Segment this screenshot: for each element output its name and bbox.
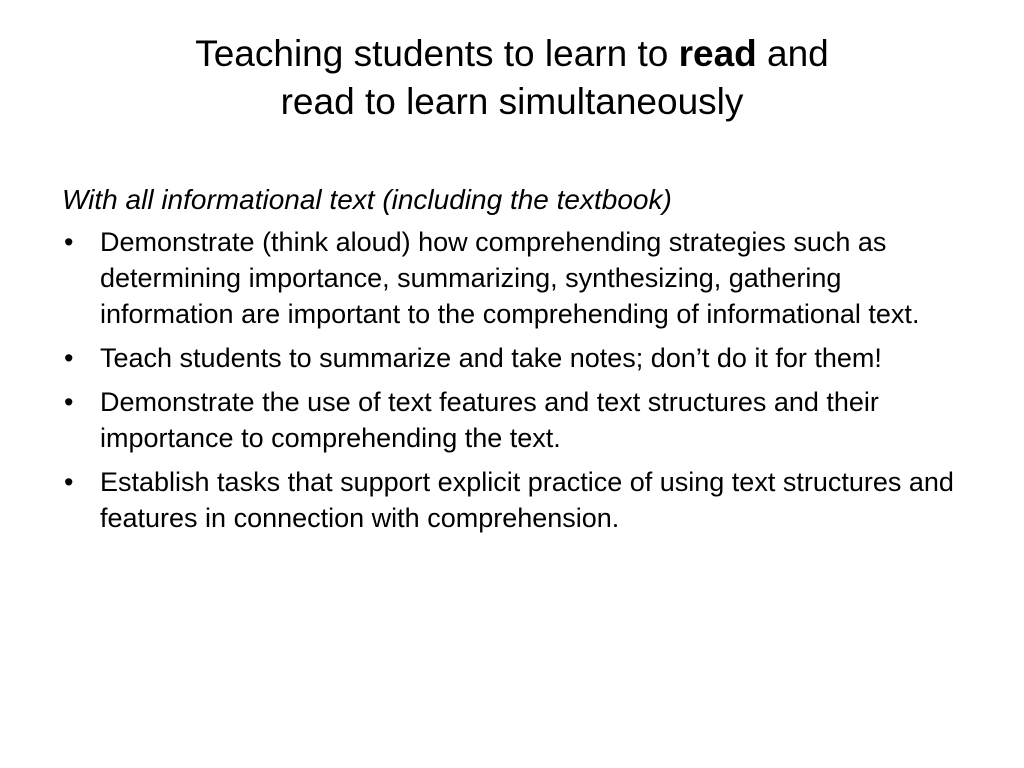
bullet-text: Demonstrate (think aloud) how comprehending strategies such as determining importance, summarizing, synthesizing, gathering information are important to the comprehending of informational text. bbox=[100, 227, 920, 329]
bullet-item bbox=[62, 224, 972, 332]
title-line-2: read to learn simultaneously bbox=[280, 81, 744, 122]
bullet-item bbox=[62, 464, 972, 536]
bullet-list bbox=[62, 224, 972, 536]
bullet-text: Establish tasks that support explicit practice of using text structures and features in connection with comprehension. bbox=[100, 467, 954, 533]
title-text-before: Teaching students to learn to bbox=[195, 33, 679, 74]
bullet-icon: • bbox=[64, 227, 74, 257]
slide-title bbox=[0, 30, 1024, 126]
bullet-item bbox=[62, 340, 972, 376]
bullet-icon: • bbox=[64, 343, 74, 373]
title-text-after: and bbox=[756, 33, 829, 74]
slide-body bbox=[62, 180, 972, 544]
bullet-item bbox=[62, 384, 972, 456]
bullet-icon: • bbox=[64, 387, 74, 417]
bullet-text: Teach students to summarize and take notes; don’t do it for them! bbox=[100, 343, 882, 373]
title-bold-word: read bbox=[678, 33, 757, 74]
title-line-1 bbox=[0, 30, 1024, 78]
body-subtitle: With all informational text (including the textbook) bbox=[62, 184, 672, 215]
bullet-icon: • bbox=[64, 467, 74, 497]
bullet-text: Demonstrate the use of text features and text structures and their importance to comprehending the text. bbox=[100, 387, 879, 453]
